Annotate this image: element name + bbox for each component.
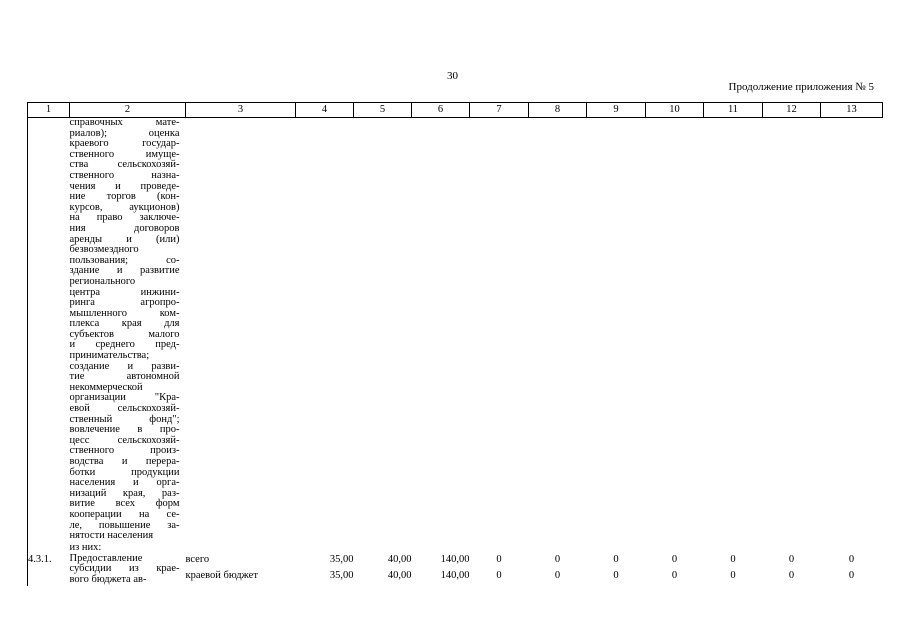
text-line: принимательства; — [69, 350, 150, 362]
value-cell: 35,00 — [329, 569, 354, 581]
text-line: тие автономной — [69, 371, 180, 383]
text-line: ственного произ- — [69, 445, 180, 457]
text-line: здание и развитие — [69, 265, 180, 277]
value-cell: 0 — [613, 553, 619, 565]
text-line: цесс сельскохозяй- — [69, 434, 180, 446]
item-title — [70, 554, 180, 586]
header-cell: 8 — [529, 103, 587, 118]
text-line: вого бюджета ав- — [69, 573, 147, 585]
value-cell: 0 — [554, 553, 561, 565]
text-line: курсов, аукционов) — [69, 201, 180, 213]
text-line: субсидии из крае- — [69, 563, 180, 575]
page-number: 30 — [447, 70, 458, 82]
text-line: пользования; со- — [69, 254, 180, 266]
header-cell: 3 — [186, 103, 296, 118]
table-row — [28, 554, 883, 570]
appendix-caption: Продолжение приложения № 5 — [728, 81, 874, 93]
text-line: низаций края, раз- — [69, 487, 180, 499]
text-line: ства сельскохозяй- — [69, 159, 180, 171]
text-line: нятости населения — [69, 530, 154, 542]
sub-heading: из них: — [69, 541, 102, 553]
header-cell: 4 — [296, 103, 354, 118]
value-cell: 0 — [496, 569, 502, 581]
value-cell: 0 — [788, 569, 795, 581]
text-line: вовлечение в про- — [69, 424, 180, 436]
header-cell: 6 — [412, 103, 470, 118]
value-cell: 0 — [848, 569, 855, 581]
header-cell: 7 — [470, 103, 529, 118]
text-line: плекса края для — [69, 318, 180, 330]
text-line: витие всех форм — [69, 498, 180, 510]
header-cell: 9 — [587, 103, 646, 118]
value-cell: 0 — [730, 553, 736, 565]
sub-heading-row — [28, 542, 883, 554]
item-number: 4.3.1. — [28, 554, 70, 586]
value-cell: 0 — [788, 553, 795, 565]
header-cell: 11 — [704, 103, 763, 118]
text-line: справочных мате- — [69, 117, 180, 128]
text-line: безвозмездного — [69, 244, 139, 256]
text-line: ле, повышение за- — [69, 519, 180, 531]
program-table — [27, 102, 883, 586]
text-line: кооперации на се- — [69, 508, 180, 520]
text-line: ринга агропро- — [69, 297, 180, 309]
header-cell: 13 — [821, 103, 883, 118]
text-line: на право заключе- — [69, 212, 180, 224]
value-cell: 140,00 — [440, 553, 470, 565]
value-cell: 140,00 — [440, 569, 470, 581]
description-text — [70, 118, 180, 542]
text-line: риалов); оценка — [69, 127, 180, 139]
text-line: аренды и (или) — [69, 233, 180, 245]
value-cell: 0 — [613, 569, 619, 581]
value-cell: 0 — [730, 569, 736, 581]
header-cell: 10 — [646, 103, 704, 118]
value-cell: 40,00 — [387, 553, 412, 565]
header-cell: 2 — [70, 103, 186, 118]
text-line: ственного назна- — [69, 169, 180, 181]
value-cell: 0 — [671, 569, 678, 581]
text-line: и среднего пред- — [69, 339, 180, 351]
text-line: организации "Кра- — [69, 392, 180, 404]
value-cell: 0 — [671, 553, 678, 565]
header-cell: 1 — [28, 103, 70, 118]
text-line: ния договоров — [69, 222, 180, 234]
text-line: чения и проведе- — [69, 180, 180, 192]
funding-source: краевой бюджет — [185, 569, 258, 581]
text-line: Предоставление — [69, 552, 143, 564]
text-line: регионального — [69, 275, 136, 287]
value-cell: 35,00 — [329, 553, 354, 565]
text-line: краевого государ- — [69, 138, 180, 150]
text-line: евой сельскохозяй- — [69, 403, 180, 415]
funding-source: всего — [185, 553, 210, 565]
text-line: некоммерческой — [69, 381, 143, 393]
text-line: водства и перера- — [69, 456, 180, 467]
text-line: ботки продукции — [69, 466, 180, 478]
text-line: центра инжини- — [69, 286, 180, 298]
description-row — [28, 118, 883, 542]
value-cell: 0 — [848, 553, 855, 565]
text-line: ние торгов (кон- — [69, 191, 180, 203]
text-line: создание и разви- — [69, 360, 180, 372]
text-line: ственный фонд"; — [69, 413, 180, 425]
value-cell: 0 — [554, 569, 561, 581]
header-cell: 12 — [763, 103, 821, 118]
text-line: субъектов малого — [69, 328, 180, 340]
text-line: населения и орга- — [69, 477, 180, 489]
value-cell: 0 — [496, 553, 502, 565]
header-row — [28, 103, 883, 118]
text-line: мышленного ком- — [69, 307, 180, 319]
text-line: ственного имуще- — [69, 148, 180, 160]
header-cell: 5 — [354, 103, 412, 118]
value-cell: 40,00 — [387, 569, 412, 581]
